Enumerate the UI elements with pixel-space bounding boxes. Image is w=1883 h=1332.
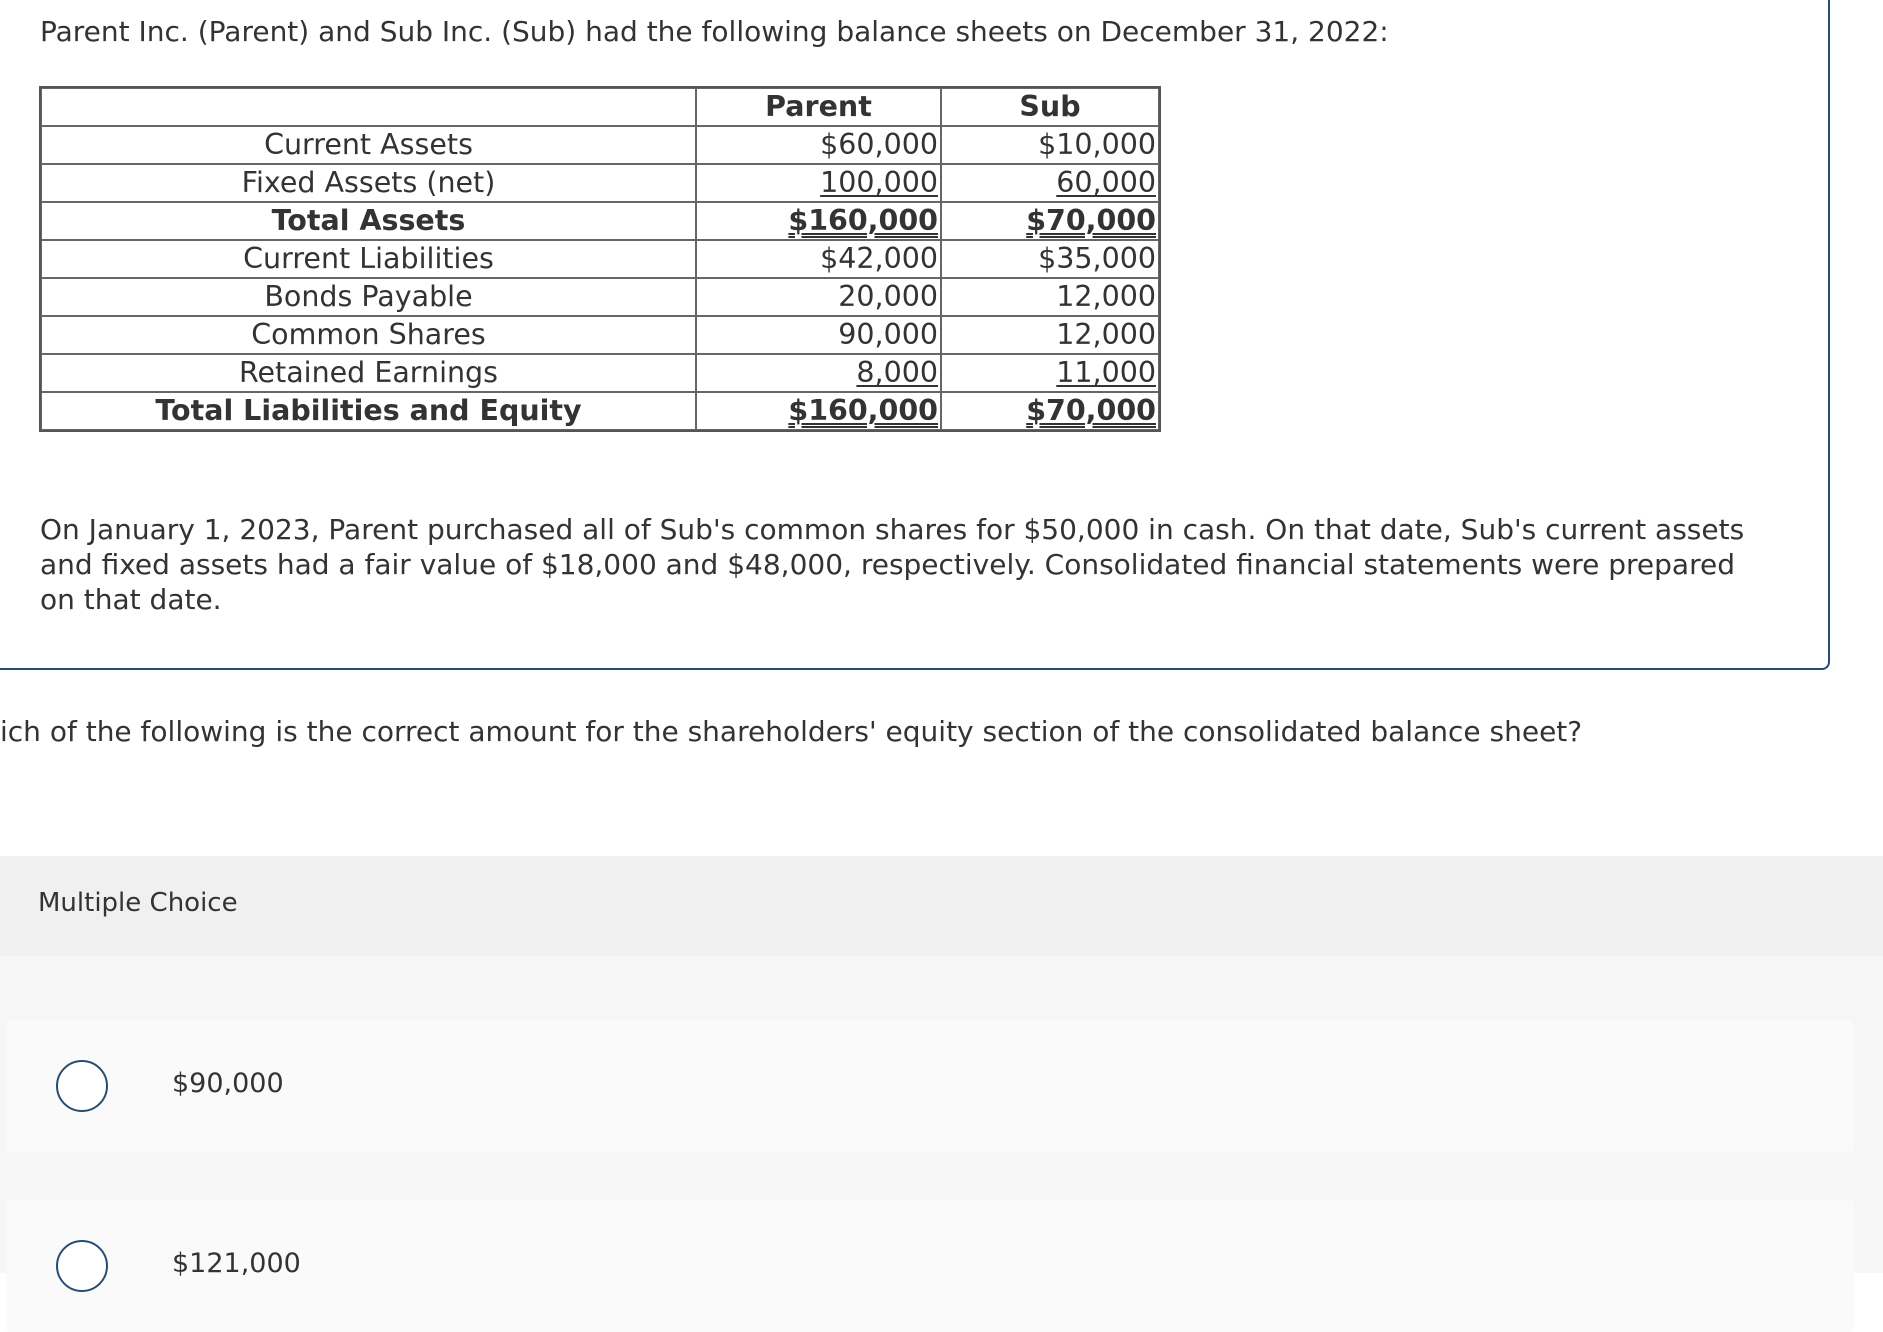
question-paragraph: On January 1, 2023, Parent purchased all of Sub's common shares for $50,000 in cash. On that date, Sub's current assets and fixed assets had a fair value of $18,000 and $48,000, respectively. Consolidated financial statements were prepared on that date. — [40, 513, 1745, 616]
table-row — [41, 316, 1159, 354]
sub-value: $35,000 — [941, 240, 1159, 278]
choice-text: $121,000 — [172, 1248, 301, 1279]
row-label: Retained Earnings — [41, 354, 696, 392]
row-label: Fixed Assets (net) — [41, 164, 696, 202]
parent-value: 90,000 — [696, 316, 941, 354]
sub-value: 60,000 — [941, 164, 1159, 202]
parent-value: $42,000 — [696, 240, 941, 278]
table-row — [41, 240, 1159, 278]
row-label: Total Assets — [41, 202, 696, 240]
parent-value: 8,000 — [696, 354, 941, 392]
table-row — [41, 126, 1159, 164]
sub-value: 12,000 — [941, 316, 1159, 354]
table-row — [41, 354, 1159, 392]
balance-sheet-table — [39, 86, 1161, 432]
sub-value: $70,000 — [941, 202, 1159, 240]
row-label: Total Liabilities and Equity — [41, 392, 696, 430]
parent-value: 100,000 — [696, 164, 941, 202]
sub-value: 11,000 — [941, 354, 1159, 392]
parent-value: $60,000 — [696, 126, 941, 164]
header-blank — [41, 88, 696, 126]
choice-option[interactable] — [6, 1020, 1854, 1152]
radio-button[interactable] — [56, 1240, 108, 1292]
sub-value: $10,000 — [941, 126, 1159, 164]
choices-area — [0, 956, 1883, 1279]
row-label: Current Assets — [41, 126, 696, 164]
choice-text: $90,000 — [172, 1068, 284, 1099]
parent-value: $160,000 — [696, 202, 941, 240]
sub-value: 12,000 — [941, 278, 1159, 316]
radio-button[interactable] — [56, 1060, 108, 1112]
choice-option[interactable] — [6, 1200, 1854, 1332]
row-label: Common Shares — [41, 316, 696, 354]
row-label: Bonds Payable — [41, 278, 696, 316]
header-sub: Sub — [941, 88, 1159, 126]
multiple-choice-label: Multiple Choice — [38, 888, 238, 918]
table-row — [41, 202, 1159, 240]
multiple-choice-header — [0, 856, 1883, 956]
table-header-row — [41, 88, 1159, 126]
question-intro: Parent Inc. (Parent) and Sub Inc. (Sub) had the following balance sheets on December 31, 2022: — [40, 15, 1389, 48]
header-parent: Parent — [696, 88, 941, 126]
question-prompt: ich of the following is the correct amount for the shareholders' equity section of the consolidated balance sheet? — [0, 715, 1583, 748]
table-row — [41, 278, 1159, 316]
parent-value: 20,000 — [696, 278, 941, 316]
sub-value: $70,000 — [941, 392, 1159, 430]
table-row — [41, 392, 1159, 430]
parent-value: $160,000 — [696, 392, 941, 430]
table-row — [41, 164, 1159, 202]
row-label: Current Liabilities — [41, 240, 696, 278]
